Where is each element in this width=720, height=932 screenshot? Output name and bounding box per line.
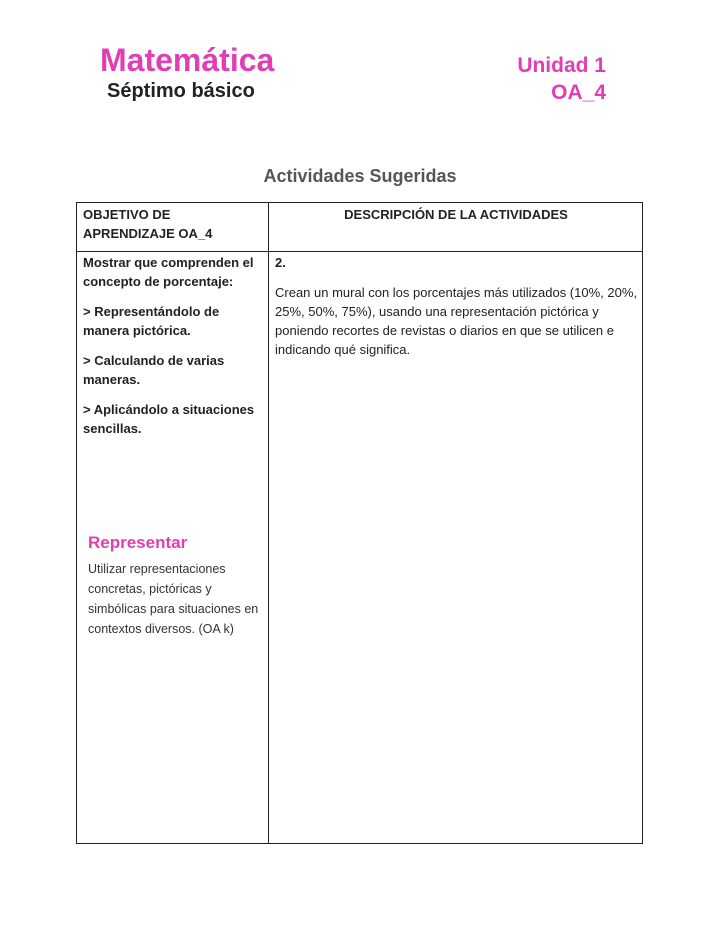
grade-label: Séptimo básico — [107, 80, 255, 102]
objective-item: > Aplicándolo a situaciones sencillas. — [83, 402, 255, 436]
unit-label: Unidad 1 — [517, 54, 606, 77]
skill-title: Representar — [88, 533, 188, 552]
activity-text: Crean un mural con los porcentajes más utilizados (10%, 20%, 25%, 50%, 75%), usando una representación pictórica y poniendo recortes de revistas o diarios en que se utilicen e indicando qué significa. — [275, 285, 638, 357]
subject-title: Matemática — [100, 42, 275, 78]
objective-item: > Representándolo de manera pictórica. — [83, 304, 220, 338]
objective-cell — [83, 253, 263, 449]
skill-description: Utilizar representaciones concretas, pictóricas y simbólicas para situaciones en contextos diversos. (OA k) — [88, 562, 259, 636]
skill-box — [88, 533, 268, 639]
objective-item: > Calculando de varias maneras. — [83, 353, 225, 387]
objective-column-header: OBJETIVO DE APRENDIZAJE OA_4 — [83, 207, 213, 241]
activities-table — [76, 202, 643, 844]
oa-label: OA_4 — [551, 81, 606, 104]
section-title: Actividades Sugeridas — [263, 166, 457, 186]
description-column-header: DESCRIPCIÓN DE LA ACTIVIDADES — [344, 207, 568, 222]
activity-number: 2. — [275, 255, 286, 270]
column-divider — [268, 203, 269, 843]
objective-intro: Mostrar que comprenden el concepto de porcentaje: — [83, 255, 254, 289]
header-divider — [77, 251, 642, 252]
description-cell — [275, 253, 637, 359]
